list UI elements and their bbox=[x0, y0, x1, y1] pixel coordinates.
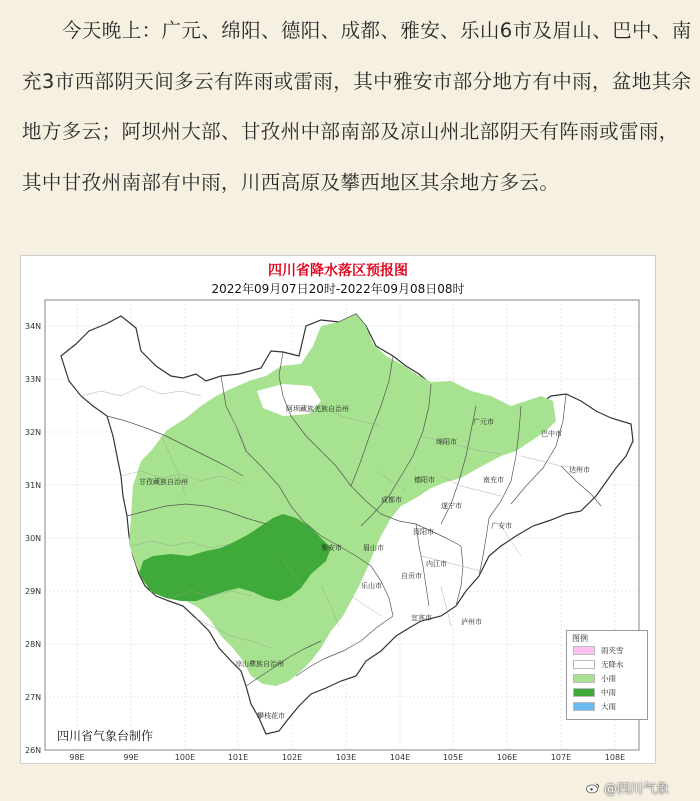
region-label-ganzi: 甘孜藏族自治州 bbox=[139, 478, 188, 486]
region-label-guang-an: 广安市 bbox=[491, 522, 512, 530]
legend-title: 图例 bbox=[572, 634, 588, 643]
legend-swatch bbox=[573, 674, 595, 683]
legend-label: 小雨 bbox=[601, 673, 616, 683]
watermark-text: @四川气象 bbox=[604, 782, 670, 797]
region-label-guangyuan: 广元市 bbox=[473, 418, 494, 426]
region-label-panzhihua: 攀枝花市 bbox=[257, 712, 285, 720]
region-label-neijiang: 内江市 bbox=[426, 560, 447, 568]
lon-label: 101E bbox=[227, 753, 249, 762]
lat-label: 29N bbox=[25, 587, 42, 596]
lon-label: 102E bbox=[281, 753, 303, 762]
region-label-dazhou: 达州市 bbox=[569, 466, 590, 474]
legend-item bbox=[573, 645, 624, 655]
legend-swatch bbox=[573, 646, 595, 655]
legend-swatch bbox=[573, 688, 595, 697]
lon-label: 105E bbox=[442, 753, 464, 762]
region-label-luzhou: 泸州市 bbox=[461, 618, 482, 626]
region-label-zigong: 自贡市 bbox=[401, 572, 422, 580]
map-title: 四川省降水落区预报图 bbox=[268, 263, 408, 279]
lat-label: 26N bbox=[25, 746, 42, 755]
lon-label: 99E bbox=[123, 753, 139, 762]
legend-label: 无降水 bbox=[601, 659, 624, 669]
region-label-nanchong: 南充市 bbox=[483, 476, 504, 484]
lat-label: 31N bbox=[25, 481, 42, 490]
legend-item bbox=[573, 687, 616, 697]
region-label-ya-an: 雅安市 bbox=[321, 544, 342, 552]
region-label-mianyang: 绵阳市 bbox=[436, 438, 457, 446]
legend-item bbox=[573, 701, 616, 711]
region-label-yibin: 宜宾市 bbox=[411, 614, 432, 622]
legend-swatch bbox=[573, 702, 595, 711]
legend-label: 中雨 bbox=[601, 687, 616, 697]
map-subtitle: 2022年09月07日20时-2022年09月08日08时 bbox=[211, 282, 465, 296]
legend-item bbox=[573, 659, 624, 669]
weibo-icon bbox=[586, 782, 600, 794]
lon-label: 103E bbox=[335, 753, 357, 762]
region-label-aba: 阿坝藏族羌族自治州 bbox=[286, 405, 349, 413]
lat-label: 27N bbox=[25, 693, 42, 702]
map-maker-credit: 四川省气象台制作 bbox=[55, 726, 155, 745]
lat-label: 34N bbox=[25, 322, 42, 331]
region-label-liangshan: 凉山彝族自治州 bbox=[235, 660, 284, 668]
lon-label: 104E bbox=[389, 753, 411, 762]
lat-label: 30N bbox=[25, 534, 42, 543]
lon-label: 100E bbox=[174, 753, 196, 762]
lon-label: 107E bbox=[550, 753, 572, 762]
legend-item bbox=[573, 673, 616, 683]
lat-label: 32N bbox=[25, 428, 42, 437]
region-label-meishan: 眉山市 bbox=[363, 544, 384, 552]
weibo-watermark bbox=[586, 778, 669, 797]
map-legend bbox=[566, 630, 648, 720]
region-label-suining: 遂宁市 bbox=[441, 502, 462, 510]
lon-label: 108E bbox=[604, 753, 626, 762]
region-label-leshan: 乐山市 bbox=[361, 582, 382, 590]
region-label-ziyang: 资阳市 bbox=[413, 528, 434, 536]
region-label-deyang: 德阳市 bbox=[414, 476, 435, 484]
precipitation-map bbox=[20, 255, 656, 764]
legend-swatch bbox=[573, 660, 595, 669]
latitude-labels bbox=[25, 322, 41, 755]
forecast-paragraph bbox=[22, 6, 694, 208]
legend-label: 雨夹雪 bbox=[601, 645, 624, 655]
region-label-bazhong: 巴中市 bbox=[541, 430, 562, 438]
longitude-labels bbox=[69, 753, 625, 762]
lon-label: 98E bbox=[69, 753, 85, 762]
legend-label: 大雨 bbox=[601, 701, 616, 711]
region-label-chengdu: 成都市 bbox=[381, 496, 402, 504]
map-canvas bbox=[21, 256, 655, 763]
lat-label: 33N bbox=[25, 375, 42, 384]
lat-label: 28N bbox=[25, 640, 42, 649]
lon-label: 106E bbox=[496, 753, 518, 762]
forecast-text: 今天晚上：广元、绵阳、德阳、成都、雅安、乐山6市及眉山、巴中、南充3市西部阴天间多云有阵雨或雷雨，其中雅安市部分地方有中雨，盆地其余地方多云；阿坝州大部、甘孜州中部南部及凉山州北部阴天有阵雨或雷雨，其中甘孜州南部有中雨，川西高原及攀西地区其余地方多云。 bbox=[22, 19, 692, 194]
